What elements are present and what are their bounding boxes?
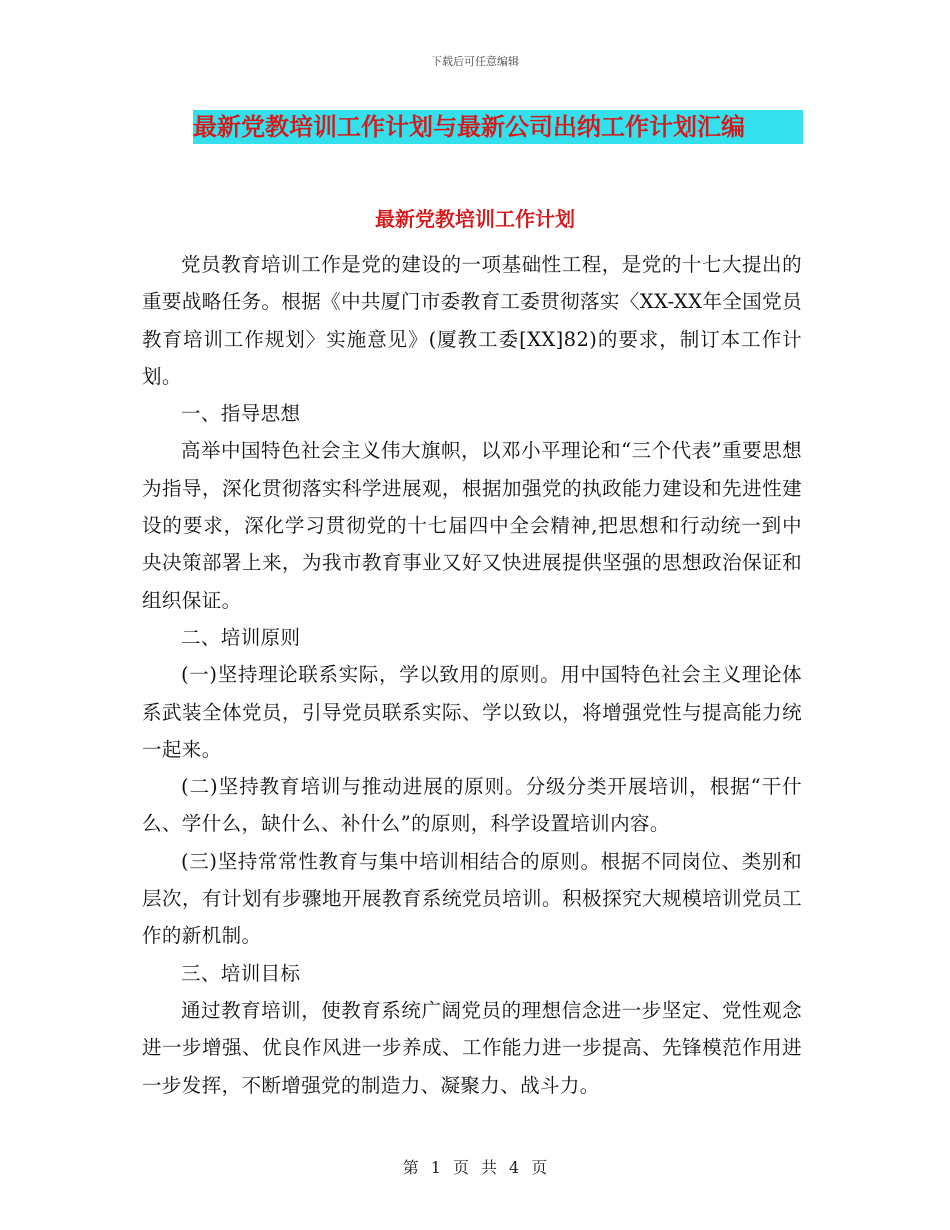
page-footer <box>0 1155 950 1178</box>
paragraph-principle-3: (三)坚持常常性教育与集中培训相结合的原则。根据不同岗位、类别和层次，有计划有步骤地开展教育系统党员培训。积极探究大规模培训党员工作的新机制。 <box>142 849 802 948</box>
header-note: 下载后可任意编辑 <box>431 55 519 68</box>
paragraph-principle-2: (二)坚持教育培训与推动进展的原则。分级分类开展培训，根据“干什么、学什么，缺什么、补什么”的原则，科学设置培训内容。 <box>142 775 802 836</box>
document-body <box>142 246 802 1104</box>
footer-current-page: 1 <box>430 1158 441 1177</box>
paragraph-intro: 党员教育培训工作是党的建设的一项基础性工程，是党的十七大提出的重要战略任务。根据《中共厦门市委教育工委贯彻落实〈XX-XX年全国党员教育培训工作规划〉实施意见》(厦教工委[XX]82)的要求，制订本工作计划。 <box>142 253 802 388</box>
footer-total-pages: 4 <box>509 1158 520 1177</box>
heading-guiding-thought: 一、指导思想 <box>181 402 301 426</box>
main-title: 最新党教培训工作计划与最新公司出纳工作计划汇编 <box>193 112 745 141</box>
paragraph-guiding-thought: 高举中国特色社会主义伟大旗帜，以邓小平理论和“三个代表”重要思想为指导，深化贯彻落实科学进展观，根据加强党的执政能力建设和先进性建设的要求，深化学习贯彻党的十七届四中全会精神,把思想和行动统一到中央决策部署上来，为我市教育事业又好又快进展提供坚强的思想政治保证和组织保证。 <box>142 439 802 612</box>
heading-training-goals: 三、培训目标 <box>181 961 301 985</box>
main-title-highlight <box>193 110 803 144</box>
paragraph-training-goals: 通过教育培训，使教育系统广阔党员的理想信念进一步坚定、党性观念进一步增强、优良作风进一步养成、工作能力进一步提高、先锋模范作用进一步发挥，不断增强党的制造力、凝聚力、战斗力。 <box>142 998 802 1097</box>
section-title: 最新党教培训工作计划 <box>375 207 575 231</box>
footer-label-total: 共 <box>481 1158 498 1177</box>
heading-training-principles: 二、培训原则 <box>181 625 301 649</box>
paragraph-principle-1: (一)坚持理论联系实际，学以致用的原则。用中国特色社会主义理论体系武装全体党员，引导党员联系实际、学以致以，将增强党性与提高能力统一起来。 <box>142 663 802 761</box>
footer-label-unit: 页 <box>452 1158 469 1177</box>
footer-label-unit2: 页 <box>531 1158 548 1177</box>
footer-label-page: 第 <box>402 1158 419 1177</box>
